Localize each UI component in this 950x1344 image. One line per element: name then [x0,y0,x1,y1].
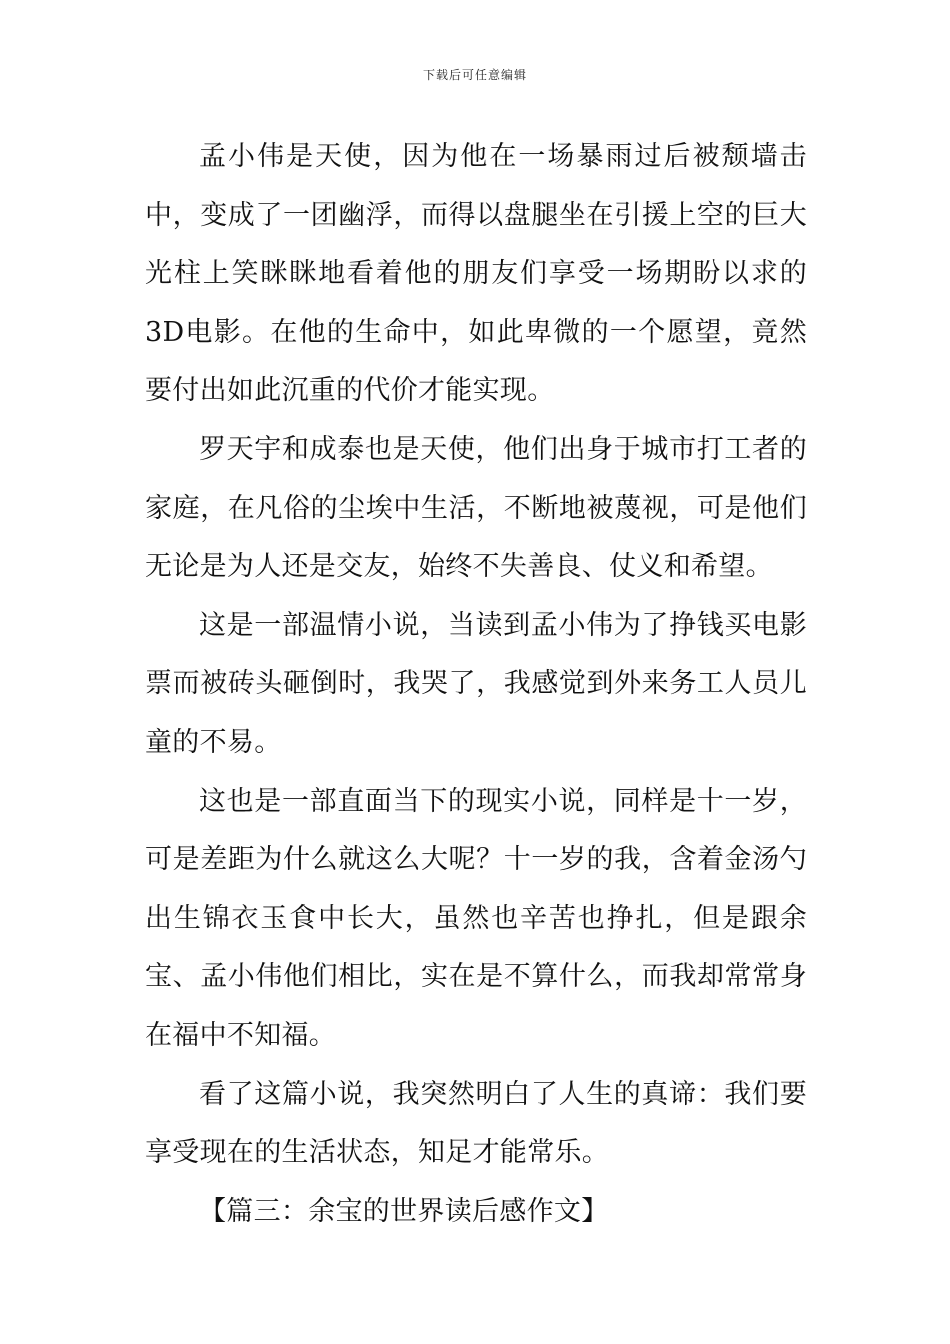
document-body [145,128,807,1241]
paragraph: 这也是一部直面当下的现实小说，同样是十一岁，可是差距为什么就这么大呢？十一岁的我，含着金汤勺出生锦衣玉食中长大，虽然也辛苦也挣扎，但是跟余宝、孟小伟他们相比，实在是不算什么，而我却常常身在福中不知福。 [145,785,807,1051]
paragraph: 看了这篇小说，我突然明白了人生的真谛：我们要享受现在的生活状态，知足才能常乐。 [145,1078,807,1169]
page-header: 下载后可任意编辑 [422,68,527,82]
paragraph: 孟小伟是天使，因为他在一场暴雨过后被颓墙击中，变成了一团幽浮，而得以盘腿坐在引援上空的巨大光柱上笑眯眯地看着他的朋友们享受一场期盼以求的3D电影。在他的生命中，如此卑微的一个愿望，竟然要付出如此沉重的代价才能实现。 [145,141,807,407]
paragraph: 罗天宇和成泰也是天使，他们出身于城市打工者的家庭，在凡俗的尘埃中生活，不断地被蔑视，可是他们无论是为人还是交友，始终不失善良、仗义和希望。 [145,433,807,583]
section-heading: 【篇三：余宝的世界读后感作文】 [199,1195,609,1227]
paragraph: 这是一部温情小说，当读到孟小伟为了挣钱买电影票而被砖头砸倒时，我哭了，我感觉到外来务工人员儿童的不易。 [145,609,807,758]
